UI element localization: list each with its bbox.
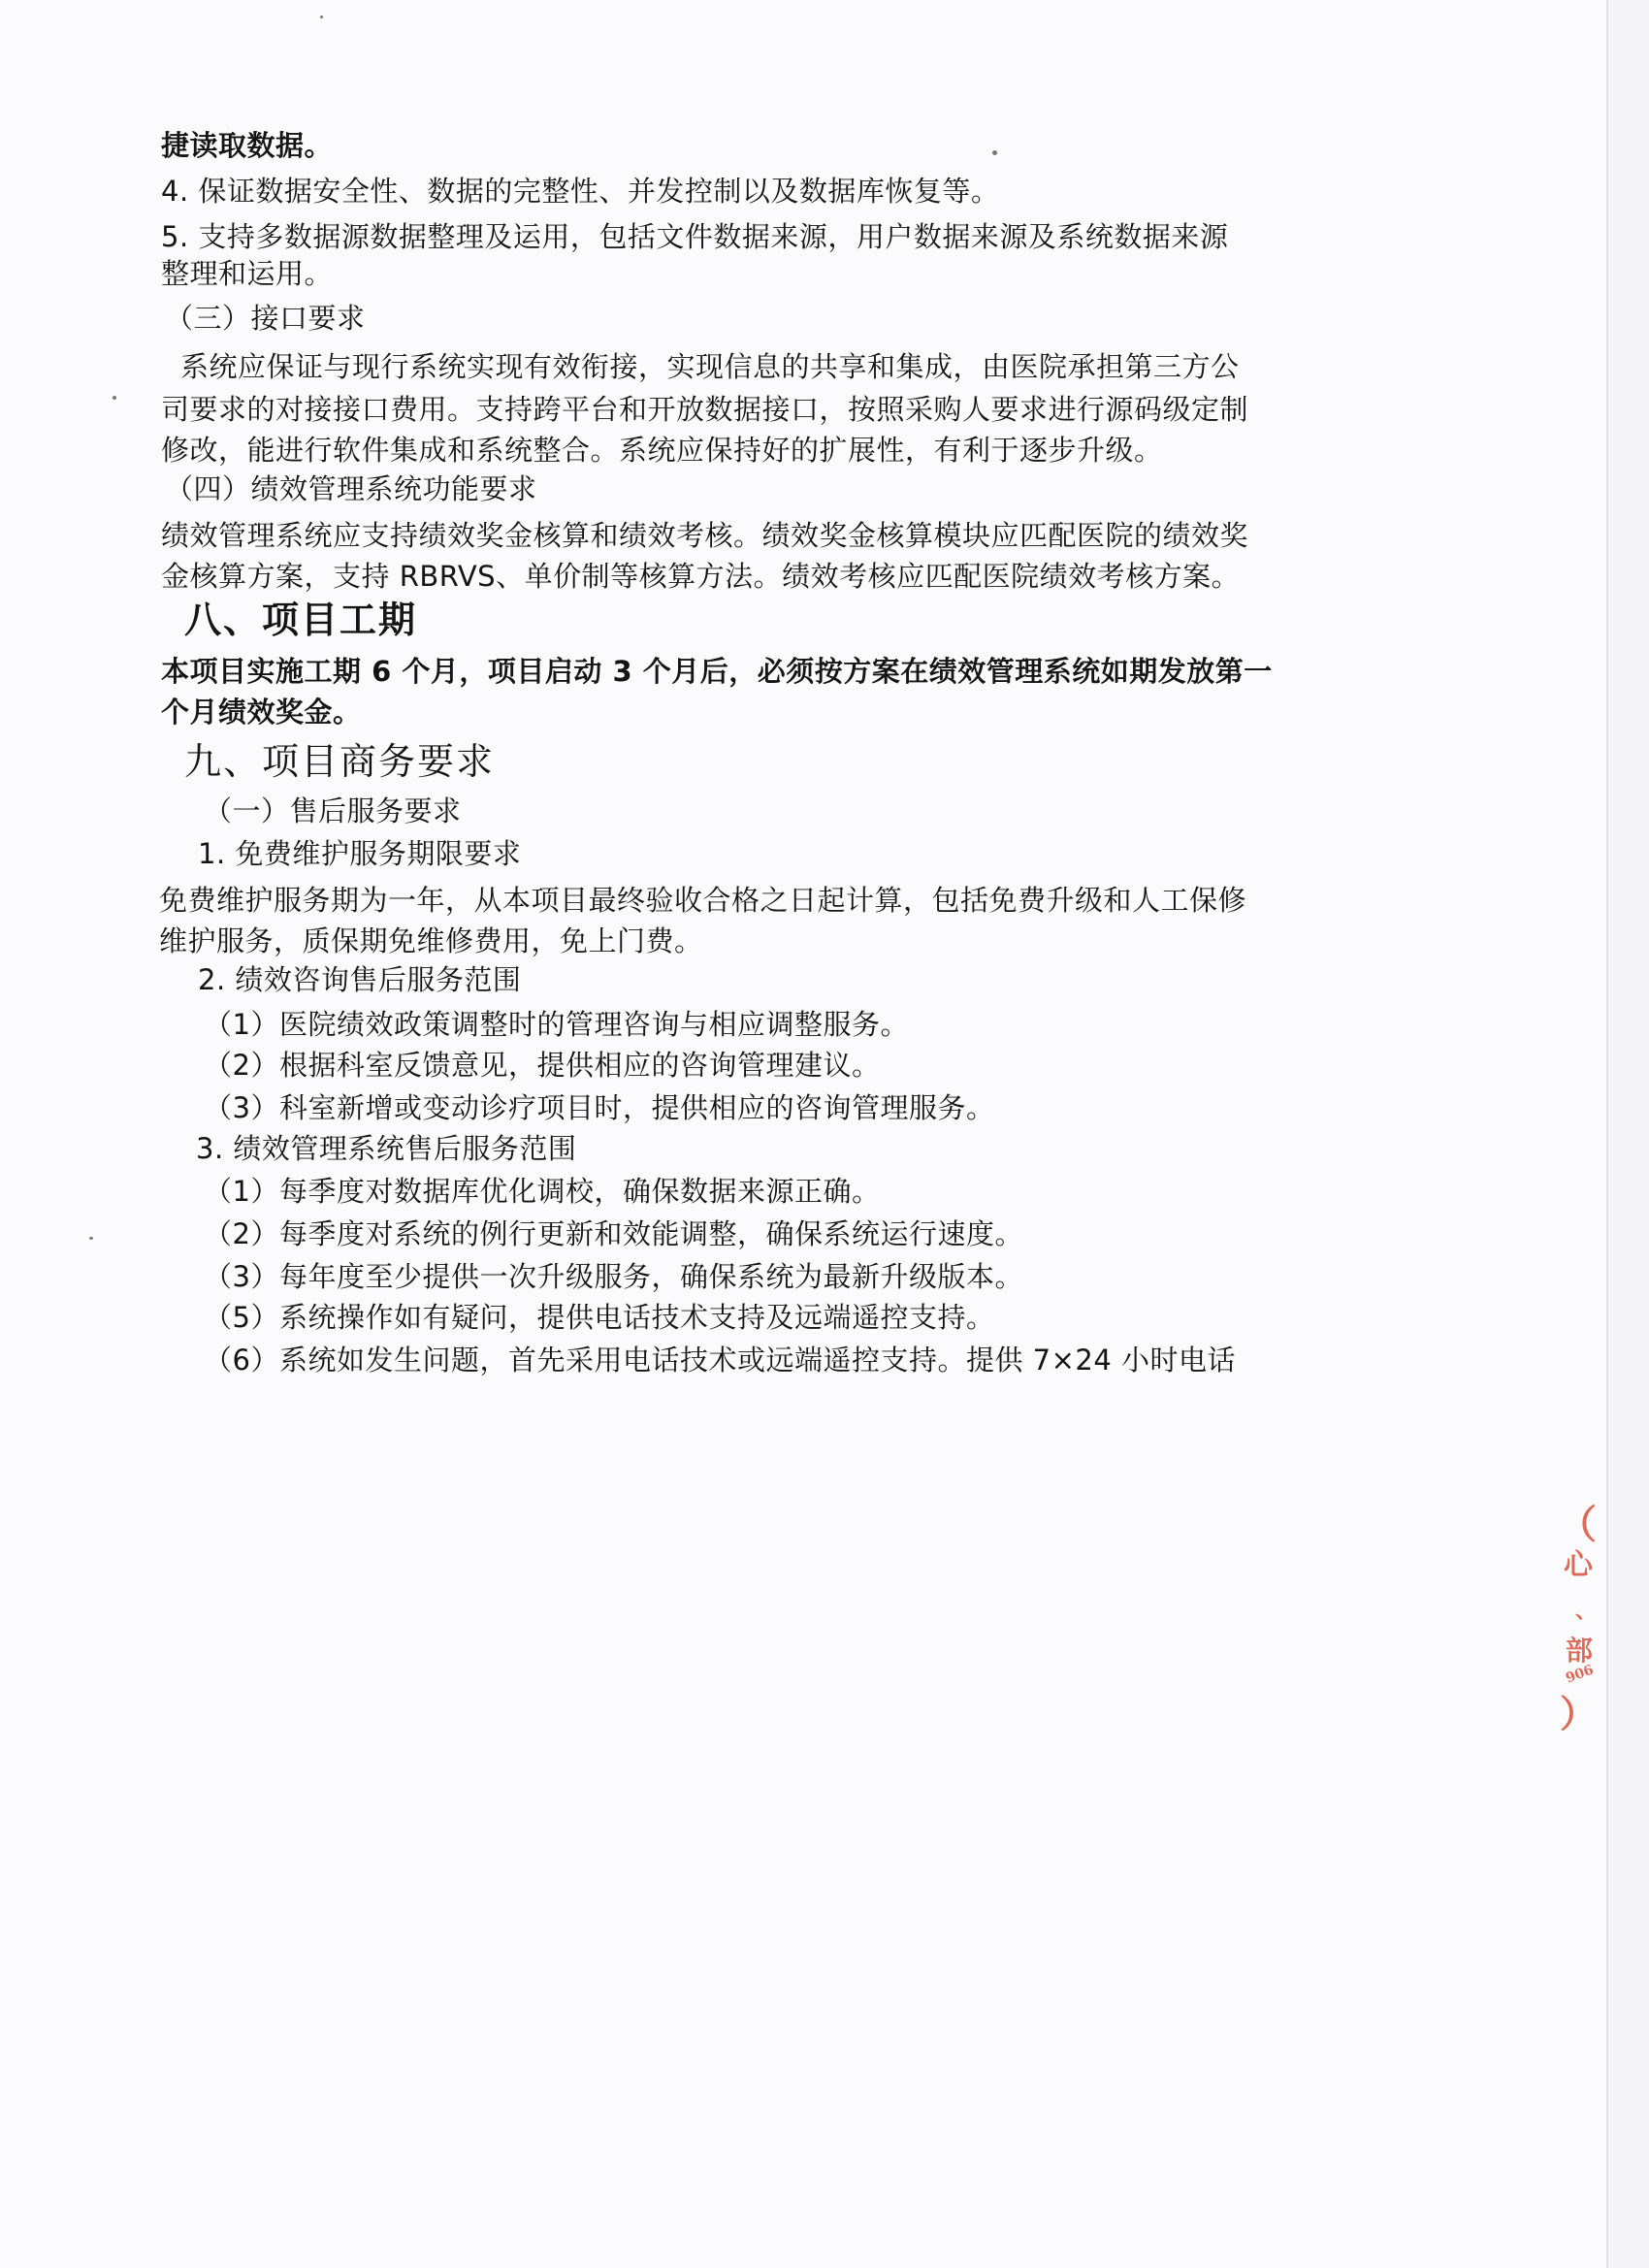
list-item: （5）系统操作如有疑问，提供电话技术支持及远端遥控支持。 (204, 1301, 995, 1334)
stamp-glyph: 、 (1575, 1599, 1598, 1624)
paragraph-line: 金核算方案，支持 RBRVS、单价制等核算方法。绩效考核应匹配医院绩效考核方案。 (161, 560, 1241, 593)
scan-speck (992, 150, 997, 155)
text-line: 捷读取数据。 (161, 129, 334, 162)
stamp-glyph: ） (1560, 1692, 1598, 1735)
scan-speck (320, 16, 323, 18)
stamp-glyph: 心 (1564, 1548, 1593, 1582)
paragraph-line: 维护服务，质保期免维修费用，免上门费。 (159, 924, 703, 957)
stamp-glyph: （ (1558, 1502, 1597, 1547)
paragraph-line: 本项目实施工期 6 个月，项目启动 3 个月后，必须按方案在绩效管理系统如期发放第一 (161, 655, 1273, 688)
section-heading-interface: （三）接口要求 (165, 302, 366, 335)
paragraph-line: 免费维护服务期为一年，从本项目最终验收合格之日起计算，包括免费升级和人工保修 (159, 884, 1247, 917)
list-item-4: 4. 保证数据安全性、数据的完整性、并发控制以及数据库恢复等。 (161, 175, 1000, 208)
paragraph-line: 司要求的对接接口费用。支持跨平台和开放数据接口，按照采购人要求进行源码级定制 (161, 393, 1249, 426)
list-item-5: 5. 支持多数据源数据整理及运用，包括文件数据来源，用户数据来源及系统数据来源 (161, 220, 1229, 253)
list-item: （1）每季度对数据库优化调校，确保数据来源正确。 (204, 1175, 881, 1208)
chapter-heading-business: 九、项目商务要求 (184, 740, 496, 783)
subsection-heading: 1. 免费维护服务期限要求 (198, 837, 522, 870)
red-seal-stamp (1550, 1494, 1606, 1804)
scan-speck (113, 396, 116, 400)
subsection-heading: 2. 绩效咨询售后服务范围 (198, 963, 522, 996)
list-item: （3）科室新增或变动诊疗项目时，提供相应的咨询管理服务。 (204, 1091, 995, 1124)
list-item: （6）系统如发生问题，首先采用电话技术或远端遥控支持。提供 7×24 小时电话 (204, 1344, 1237, 1377)
section-heading-after-sales: （一）售后服务要求 (204, 794, 462, 827)
chapter-heading-schedule: 八、项目工期 (184, 599, 418, 641)
paragraph-line: 个月绩效奖金。 (161, 696, 362, 729)
stamp-glyph: 部 (1566, 1635, 1594, 1667)
list-item: （3）每年度至少提供一次升级服务，确保系统为最新升级版本。 (204, 1260, 1023, 1293)
scan-speck (89, 1237, 93, 1240)
paragraph-line: 绩效管理系统应支持绩效奖金核算和绩效考核。绩效奖金核算模块应匹配医院的绩效奖 (161, 519, 1249, 552)
subsection-heading: 3. 绩效管理系统售后服务范围 (196, 1132, 577, 1165)
list-item: （2）每季度对系统的例行更新和效能调整，确保系统运行速度。 (204, 1217, 1023, 1250)
list-item: （1）医院绩效政策调整时的管理咨询与相应调整服务。 (204, 1008, 909, 1041)
section-heading-performance-system: （四）绩效管理系统功能要求 (165, 472, 537, 505)
paragraph-line: 系统应保证与现行系统实现有效衔接，实现信息的共享和集成，由医院承担第三方公 (180, 350, 1240, 383)
text-line: 整理和运用。 (161, 257, 334, 290)
stamp-glyph: 906 (1564, 1662, 1597, 1687)
list-item: （2）根据科室反馈意见，提供相应的咨询管理建议。 (204, 1049, 881, 1082)
paragraph-line: 修改，能进行软件集成和系统整合。系统应保持好的扩展性，有利于逐步升级。 (161, 434, 1163, 467)
